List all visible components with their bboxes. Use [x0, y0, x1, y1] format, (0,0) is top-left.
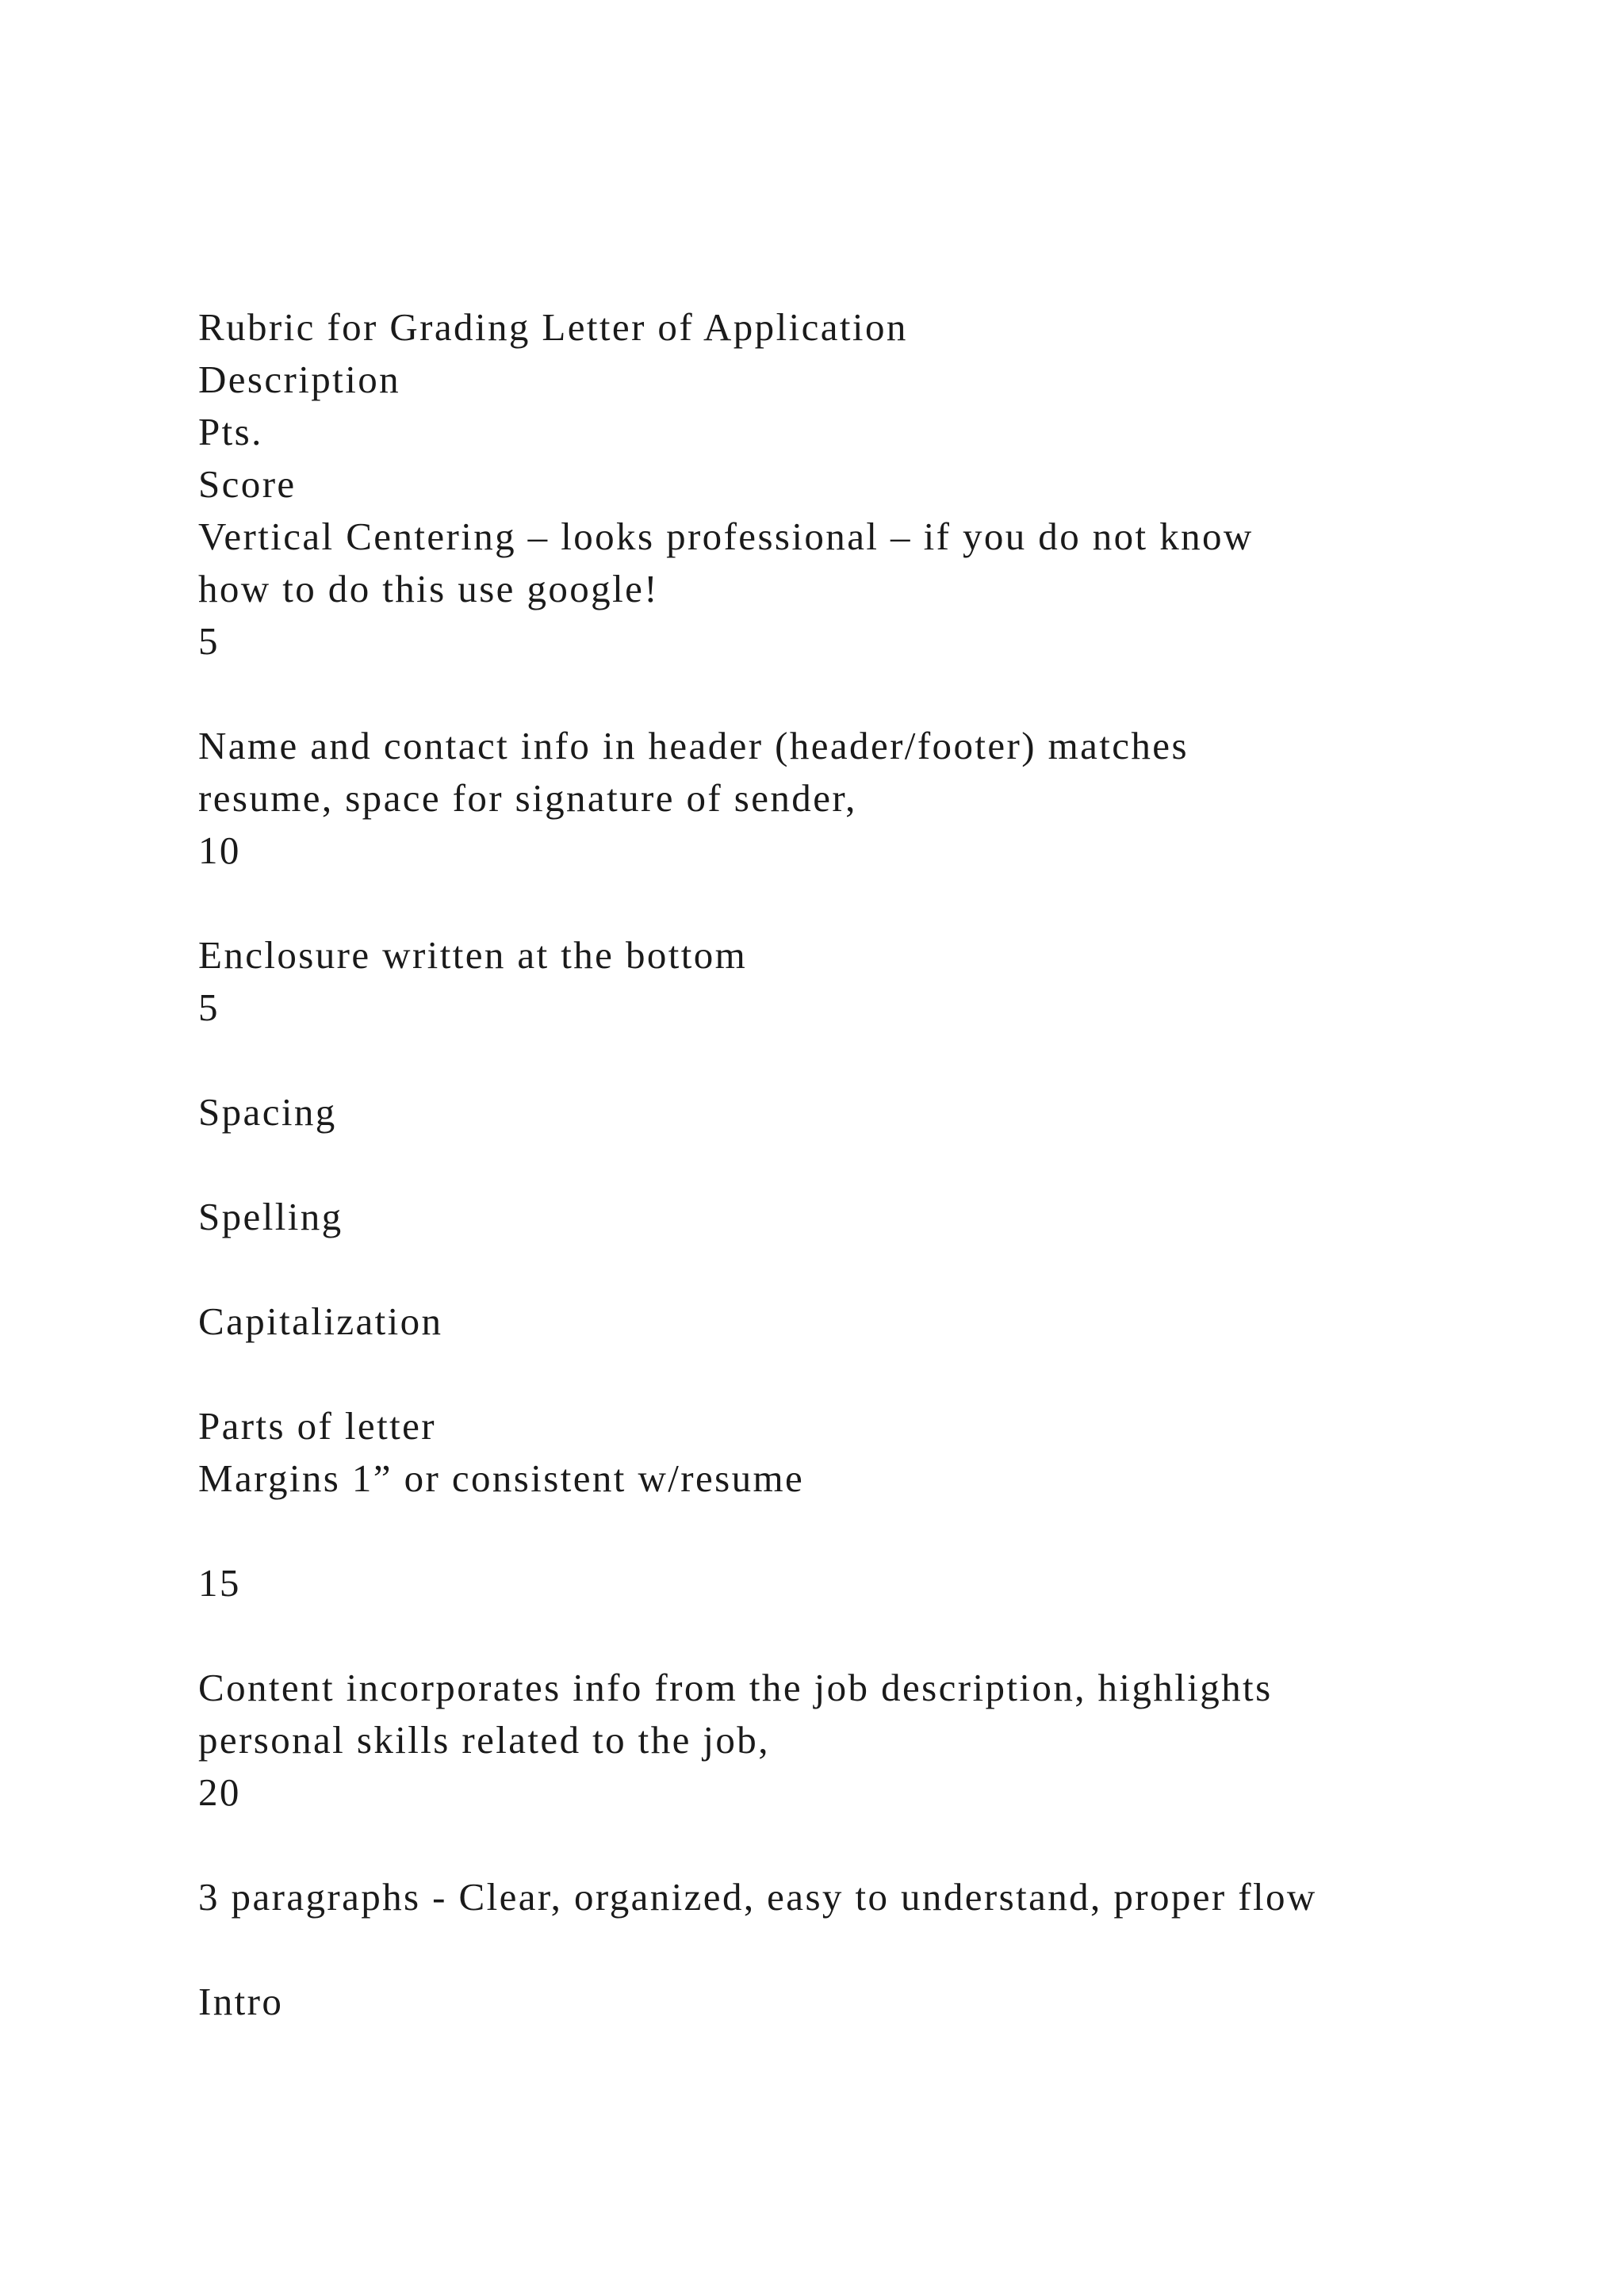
- paragraphs-item: 3 paragraphs - Clear, organized, easy to understand, proper flow: [198, 1875, 1317, 1919]
- blank-line: [198, 1819, 1546, 1871]
- column-header-points: Pts.: [198, 410, 263, 453]
- rubric-item-description: Name and contact info in header (header/footer) matches: [198, 724, 1189, 767]
- mechanics-spelling: Spelling: [198, 1195, 343, 1238]
- mechanics-spacing: Spacing: [198, 1090, 337, 1134]
- blank-line: [198, 1138, 1546, 1191]
- blank-line: [198, 1505, 1546, 1557]
- content-item-description: personal skills related to the job,: [198, 1718, 770, 1762]
- column-header-description: Description: [198, 358, 401, 401]
- mechanics-parts-of-letter: Parts of letter: [198, 1404, 436, 1448]
- rubric-item-description: resume, space for signature of sender,: [198, 776, 857, 820]
- content-item-points: 20: [198, 1770, 241, 1814]
- blank-line: [198, 1034, 1546, 1086]
- content-item-description: Content incorporates info from the job description, highlights: [198, 1666, 1273, 1709]
- rubric-item-points: 10: [198, 828, 241, 872]
- blank-line: [198, 877, 1546, 929]
- blank-line: [198, 668, 1546, 720]
- rubric-item-description: how to do this use google!: [198, 567, 659, 610]
- blank-line: [198, 1243, 1546, 1295]
- column-header-score: Score: [198, 462, 297, 506]
- document-title: Rubric for Grading Letter of Application: [198, 305, 908, 349]
- blank-line: [198, 1923, 1546, 1976]
- rubric-item-points: 5: [198, 619, 220, 663]
- blank-line: [198, 1348, 1546, 1400]
- mechanics-capitalization: Capitalization: [198, 1299, 443, 1343]
- rubric-document: [198, 301, 1546, 2028]
- rubric-item-points: 5: [198, 985, 220, 1029]
- mechanics-margins: Margins 1” or consistent w/resume: [198, 1456, 805, 1500]
- intro-item: Intro: [198, 1980, 284, 2023]
- rubric-item-description: Vertical Centering – looks professional – if you do not know: [198, 515, 1254, 558]
- blank-line: [198, 1609, 1546, 1662]
- mechanics-points: 15: [198, 1561, 241, 1605]
- rubric-item-description: Enclosure written at the bottom: [198, 933, 748, 977]
